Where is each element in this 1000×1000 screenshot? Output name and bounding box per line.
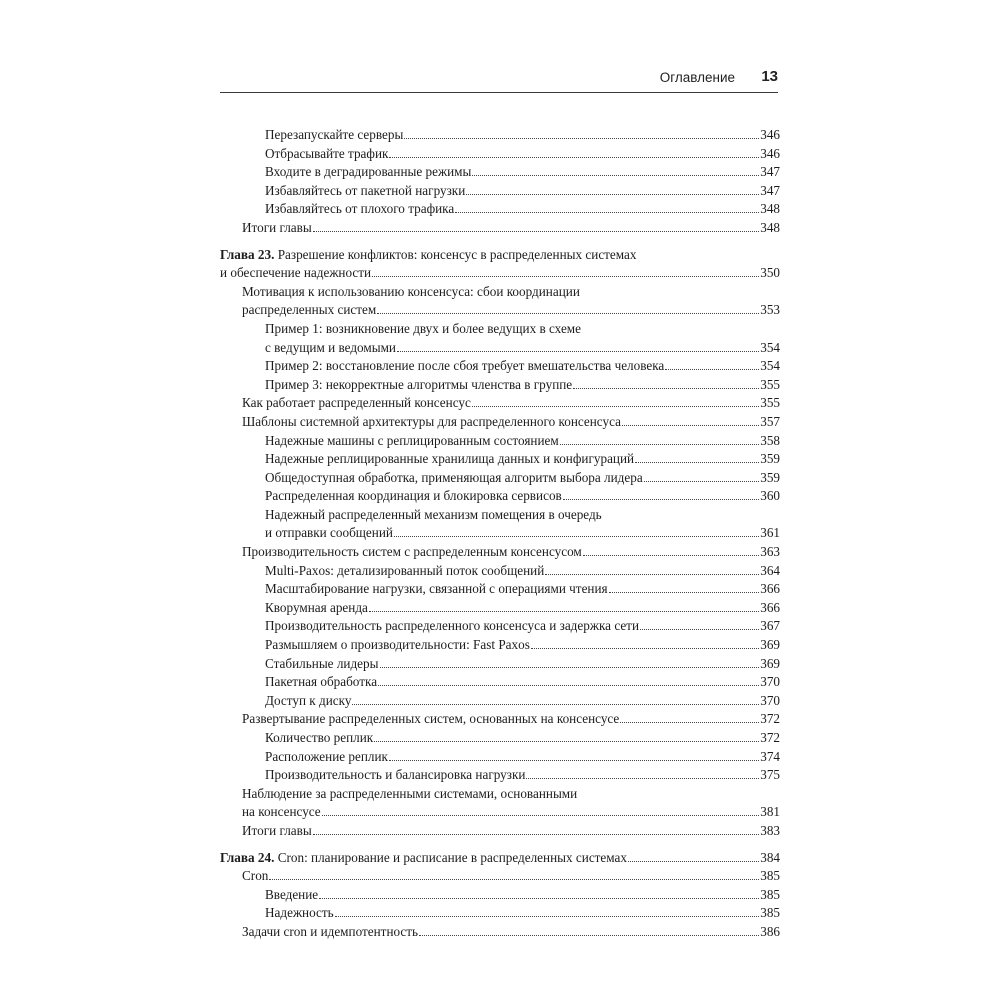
toc-entry-title — [265, 904, 334, 923]
toc-entry-line — [265, 357, 780, 376]
dot-leader — [389, 157, 759, 158]
toc-entry-line — [242, 413, 780, 432]
toc-page-number: 348 — [760, 201, 780, 217]
toc-entry-title — [242, 867, 268, 886]
toc-entry-title — [265, 450, 634, 469]
toc-entry — [220, 394, 780, 413]
toc-entry-title-text: Введение — [265, 886, 319, 902]
toc-entry-title-line1 — [265, 506, 780, 525]
toc-page-number: 375 — [760, 767, 780, 783]
toc-entry-title-text: и отправки сообщений — [265, 525, 393, 541]
dot-leader — [389, 760, 759, 761]
toc-page-number: 346 — [760, 127, 780, 142]
toc-entry-title — [242, 822, 312, 841]
toc-entry — [220, 487, 780, 506]
dot-leader — [372, 276, 759, 277]
toc-entry — [220, 432, 780, 451]
toc-entry-line — [265, 636, 780, 655]
toc-page-number: 383 — [760, 822, 780, 838]
toc-chapter-entry — [220, 246, 780, 283]
toc-entry — [220, 145, 780, 164]
toc-page-number: 385 — [760, 905, 780, 921]
toc-entry-title-text: Масштабирование нагрузки, связанной с операциями чтения — [265, 581, 608, 597]
toc-page-number: 372 — [760, 711, 780, 727]
toc-entry-title-text: Cron: планирование и расписание в распределенных системах — [274, 849, 627, 865]
toc-entry-line — [242, 803, 780, 822]
toc-entry — [220, 376, 780, 395]
toc-entry-title-text: на консенсусе — [242, 804, 321, 820]
toc-entry-line — [265, 580, 780, 599]
toc-entry-title — [265, 886, 318, 905]
toc-page-number: 347 — [760, 164, 780, 180]
toc-entry-title — [220, 849, 627, 868]
toc-entry-line — [265, 432, 780, 451]
toc-entry-title-text: Производительность распределенного консенсуса и задержка сети — [265, 618, 640, 634]
toc-page-number: 353 — [760, 302, 780, 318]
toc-page-number: 369 — [760, 637, 780, 653]
toc-entry-title-text: Производительность систем с распределенным консенсусом — [242, 544, 582, 560]
toc-page-number: 359 — [760, 451, 780, 467]
toc-entry-title-text: Задачи cron и идемпотентность — [242, 923, 419, 939]
dot-leader — [394, 536, 759, 537]
toc-page-number: 355 — [760, 376, 780, 392]
toc-entry-line — [265, 904, 780, 923]
toc-page-number: 347 — [760, 182, 780, 198]
toc-entry-title-text: Надежность — [265, 905, 334, 921]
toc-entry-title-text: Итоги главы — [242, 219, 312, 235]
toc-page-number: 366 — [760, 581, 780, 597]
toc-entry-line — [220, 264, 780, 283]
toc-entry-title — [265, 692, 351, 711]
toc-entry-title — [265, 126, 403, 145]
toc-entry — [220, 636, 780, 655]
toc-entry-title — [265, 655, 379, 674]
toc-entry-line — [242, 301, 780, 320]
toc-entry-title-text: Количество реплик — [265, 730, 374, 745]
toc-entry-title-text: Шаблоны системной архитектуры для распределенного консенсуса — [242, 413, 621, 429]
toc-entry — [220, 543, 780, 562]
toc-entry-title-text: Надежные реплицированные хранилища данных и конфигураций — [265, 451, 635, 467]
chapter-number: Глава 24. — [220, 849, 275, 865]
toc-entry-title-text: с ведущим и ведомыми — [265, 339, 396, 355]
toc-entry-title — [265, 617, 639, 636]
toc-entry-line — [265, 200, 780, 219]
toc-entry-title — [220, 264, 371, 283]
dot-leader — [635, 462, 759, 463]
dot-leader — [466, 194, 759, 195]
dot-leader — [369, 611, 759, 612]
toc-entry-line — [265, 450, 780, 469]
toc-entry-line — [265, 748, 780, 767]
dot-leader — [545, 574, 759, 575]
toc-page-number: 370 — [760, 674, 780, 690]
running-header — [220, 66, 778, 93]
dot-leader — [628, 861, 759, 862]
dot-leader — [665, 369, 759, 370]
dot-leader — [526, 778, 759, 779]
toc-entry — [220, 867, 780, 886]
toc-entry-title-text: Общедоступная обработка, применяющая алгоритм выбора лидера — [265, 469, 643, 485]
toc-entry-title — [265, 469, 643, 488]
toc-page-number: 348 — [760, 219, 780, 235]
toc-page-number: 346 — [760, 145, 780, 161]
toc-page-number: 355 — [760, 395, 780, 411]
toc-entry — [220, 692, 780, 711]
toc-entry-title — [265, 432, 559, 451]
toc-page-number: 364 — [760, 562, 780, 578]
dot-leader — [583, 555, 759, 556]
toc-entry-title-text: Multi-Paxos: детализированный поток сообщений — [265, 562, 545, 578]
toc-entry-title-text: Распределенная координация и блокировка сервисов — [265, 488, 562, 504]
toc-page-number: 367 — [760, 618, 780, 634]
toc-entry-line — [265, 766, 780, 785]
toc-entry-title-text: Пример 2: восстановление после сбоя требует вмешательства человека — [265, 358, 665, 374]
toc-entry-line — [242, 923, 780, 942]
dot-leader — [640, 629, 759, 630]
toc-entry — [220, 219, 780, 238]
toc-entry-title — [265, 145, 388, 164]
toc-entry-title-line1 — [242, 785, 780, 804]
toc-entry-title-text: Расположение реплик — [265, 748, 388, 764]
toc-entry-line — [265, 562, 780, 581]
toc-entry — [220, 729, 780, 748]
toc-entry-line — [242, 543, 780, 562]
dot-leader — [531, 648, 759, 649]
toc-entry-title-text: Производительность и балансировка нагрузки — [265, 767, 526, 783]
dot-leader — [560, 444, 760, 445]
toc-entry-title-text: Размышляем о производительности: Fast Paxos — [265, 637, 530, 653]
toc-entry-title-part: Мотивация к использованию консенсуса: сбои координации — [242, 283, 580, 299]
dot-leader — [374, 741, 759, 742]
toc-entry-line — [265, 692, 780, 711]
toc-entry — [220, 617, 780, 636]
toc-page-number: 385 — [760, 868, 780, 884]
toc-page-number: 360 — [760, 488, 780, 504]
toc-page-number: 386 — [760, 923, 780, 939]
toc-page-number: 384 — [760, 849, 780, 865]
toc-entry-title — [242, 543, 582, 562]
toc-entry-title — [242, 394, 471, 413]
toc-entry-title — [265, 487, 562, 506]
toc-entry-title-text: распределенных систем — [242, 302, 377, 318]
toc-entry-title — [242, 923, 418, 942]
toc-entry-title-text: Кворумная аренда — [265, 599, 368, 615]
toc-entry-title — [242, 413, 621, 432]
toc-entry-title-text: Развертывание распределенных систем, основанных на консенсусе — [242, 711, 620, 727]
toc-entry-line — [265, 163, 780, 182]
toc-entry — [220, 580, 780, 599]
toc-entry-title-part: Наблюдение за распределенными системами, основанными — [242, 785, 578, 801]
toc-entry-title-text: Избавляйтесь от пакетной нагрузки — [265, 182, 466, 198]
toc-entry — [220, 469, 780, 488]
toc-entry — [220, 562, 780, 581]
dot-leader — [455, 212, 759, 213]
toc-entry-line — [265, 524, 780, 543]
toc-entry-title-line1 — [242, 283, 780, 302]
toc-entry-line — [265, 145, 780, 164]
toc-entry — [220, 673, 780, 692]
toc-entry-title — [265, 376, 572, 395]
dot-leader — [322, 815, 760, 816]
toc-entry-line — [265, 673, 780, 692]
toc-entry-line — [242, 394, 780, 413]
dot-leader — [352, 704, 759, 705]
toc-entry — [220, 785, 780, 822]
toc-entry-title — [265, 673, 377, 692]
toc-entry-line — [265, 126, 780, 145]
toc-entry-title-text: Итоги главы — [242, 822, 312, 838]
dot-leader — [378, 685, 759, 686]
toc-entry-line — [265, 617, 780, 636]
toc-entry — [220, 655, 780, 674]
toc-entry-line — [265, 182, 780, 201]
toc-page-number: 381 — [760, 804, 780, 820]
toc-page-number: 374 — [760, 748, 780, 764]
toc-entry-title-text: Пример 3: некорректные алгоритмы членства в группе — [265, 376, 573, 392]
toc-entry — [220, 822, 780, 841]
toc-page-number: 372 — [760, 730, 780, 745]
toc-entry-title-text: Как работает распределенный консенсус — [242, 395, 471, 411]
toc-entry-title — [265, 729, 373, 748]
toc-entry — [220, 923, 780, 942]
toc-entry-title-part: Надежный распределенный механизм помещения в очередь — [265, 506, 602, 522]
toc-entry-title — [265, 182, 465, 201]
toc-entry-title-text: Отбрасывайте трафик — [265, 145, 389, 161]
dot-leader — [419, 935, 759, 936]
toc-entry — [220, 182, 780, 201]
toc-entry-title-text: Cron — [242, 868, 269, 884]
dot-leader — [377, 313, 759, 314]
toc-entry — [220, 320, 780, 357]
table-of-contents — [220, 126, 780, 942]
toc-entry — [220, 748, 780, 767]
toc-entry-title — [265, 766, 525, 785]
toc-entry-line — [265, 655, 780, 674]
toc-entry-title-part: Пример 1: возникновение двух и более ведущих в схеме — [265, 320, 581, 336]
toc-page-number: 361 — [760, 525, 780, 541]
toc-entry-line — [265, 886, 780, 905]
toc-entry-line — [265, 487, 780, 506]
toc-entry — [220, 126, 780, 145]
toc-entry-line — [242, 822, 780, 841]
toc-entry — [220, 599, 780, 618]
toc-entry-title — [265, 599, 368, 618]
toc-entry — [220, 283, 780, 320]
dot-leader — [335, 916, 760, 917]
toc-entry-title-line1 — [220, 246, 780, 265]
dot-leader — [404, 138, 759, 139]
toc-chapter-entry — [220, 849, 780, 868]
toc-entry — [220, 710, 780, 729]
toc-entry — [220, 886, 780, 905]
toc-entry-title — [242, 803, 321, 822]
toc-entry-line — [265, 469, 780, 488]
toc-entry-title — [265, 524, 393, 543]
dot-leader — [472, 175, 759, 176]
dot-leader — [620, 722, 759, 723]
dot-leader — [563, 499, 759, 500]
toc-entry-title — [265, 748, 388, 767]
toc-entry — [220, 904, 780, 923]
toc-entry — [220, 450, 780, 469]
toc-entry — [220, 200, 780, 219]
header-title: Оглавление — [659, 70, 735, 85]
toc-page-number: 350 — [760, 265, 780, 281]
toc-page-number: 358 — [760, 432, 780, 448]
toc-entry-title — [265, 357, 664, 376]
toc-page-number: 370 — [760, 692, 780, 708]
toc-entry-title-line1 — [265, 320, 780, 339]
dot-leader — [573, 388, 759, 389]
toc-entry — [220, 413, 780, 432]
dot-leader — [397, 351, 759, 352]
dot-leader — [313, 834, 759, 835]
toc-entry-title — [265, 580, 608, 599]
toc-entry-line — [220, 849, 780, 868]
toc-entry-title-text: Избавляйтесь от плохого трафика — [265, 201, 455, 217]
toc-entry-title — [242, 710, 619, 729]
toc-entry-title-part: Разрешение конфликтов: консенсус в распределенных системах — [274, 246, 637, 262]
toc-entry-title-text: и обеспечение надежности — [220, 265, 372, 281]
toc-entry-line — [265, 376, 780, 395]
toc-entry-title — [265, 636, 530, 655]
toc-entry-line — [265, 339, 780, 358]
dot-leader — [609, 592, 760, 593]
toc-entry-line — [265, 599, 780, 618]
toc-entry-title — [242, 219, 312, 238]
toc-entry-line — [242, 219, 780, 238]
toc-entry-line — [242, 867, 780, 886]
toc-page-number: 363 — [760, 544, 780, 560]
toc-entry-title — [265, 163, 471, 182]
toc-page-number: 354 — [760, 358, 780, 374]
dot-leader — [319, 898, 759, 899]
dot-leader — [269, 879, 759, 880]
toc-page-number: 359 — [760, 469, 780, 485]
toc-entry-title-text: Пакетная обработка — [265, 674, 378, 690]
toc-entry — [220, 506, 780, 543]
dot-leader — [644, 481, 760, 482]
toc-page-number: 366 — [760, 599, 780, 615]
toc-entry-title-text: Стабильные лидеры — [265, 655, 379, 671]
dot-leader — [472, 406, 759, 407]
toc-entry — [220, 766, 780, 785]
toc-entry — [220, 163, 780, 182]
toc-entry-title-text: Доступ к диску — [265, 692, 352, 708]
header-page-number: 13 — [761, 68, 778, 85]
toc-entry-title — [265, 200, 454, 219]
toc-entry-title — [242, 301, 376, 320]
toc-entry-title — [265, 339, 396, 358]
toc-entry — [220, 357, 780, 376]
toc-page-number: 354 — [760, 339, 780, 355]
dot-leader — [622, 425, 759, 426]
toc-page-number: 369 — [760, 655, 780, 671]
toc-page-number: 385 — [760, 886, 780, 902]
toc-entry-title — [265, 562, 544, 581]
chapter-number: Глава 23. — [220, 246, 275, 262]
toc-entry-title-text: Входите в деградированные режимы — [265, 164, 472, 180]
toc-entry-line — [265, 729, 780, 748]
dot-leader — [380, 667, 760, 668]
toc-entry-line — [242, 710, 780, 729]
toc-entry-title-text: Надежные машины с реплицированным состоянием — [265, 432, 559, 448]
dot-leader — [313, 231, 759, 232]
toc-page-number: 357 — [760, 413, 780, 429]
toc-entry-title-text: Перезапускайте серверы — [265, 127, 404, 142]
